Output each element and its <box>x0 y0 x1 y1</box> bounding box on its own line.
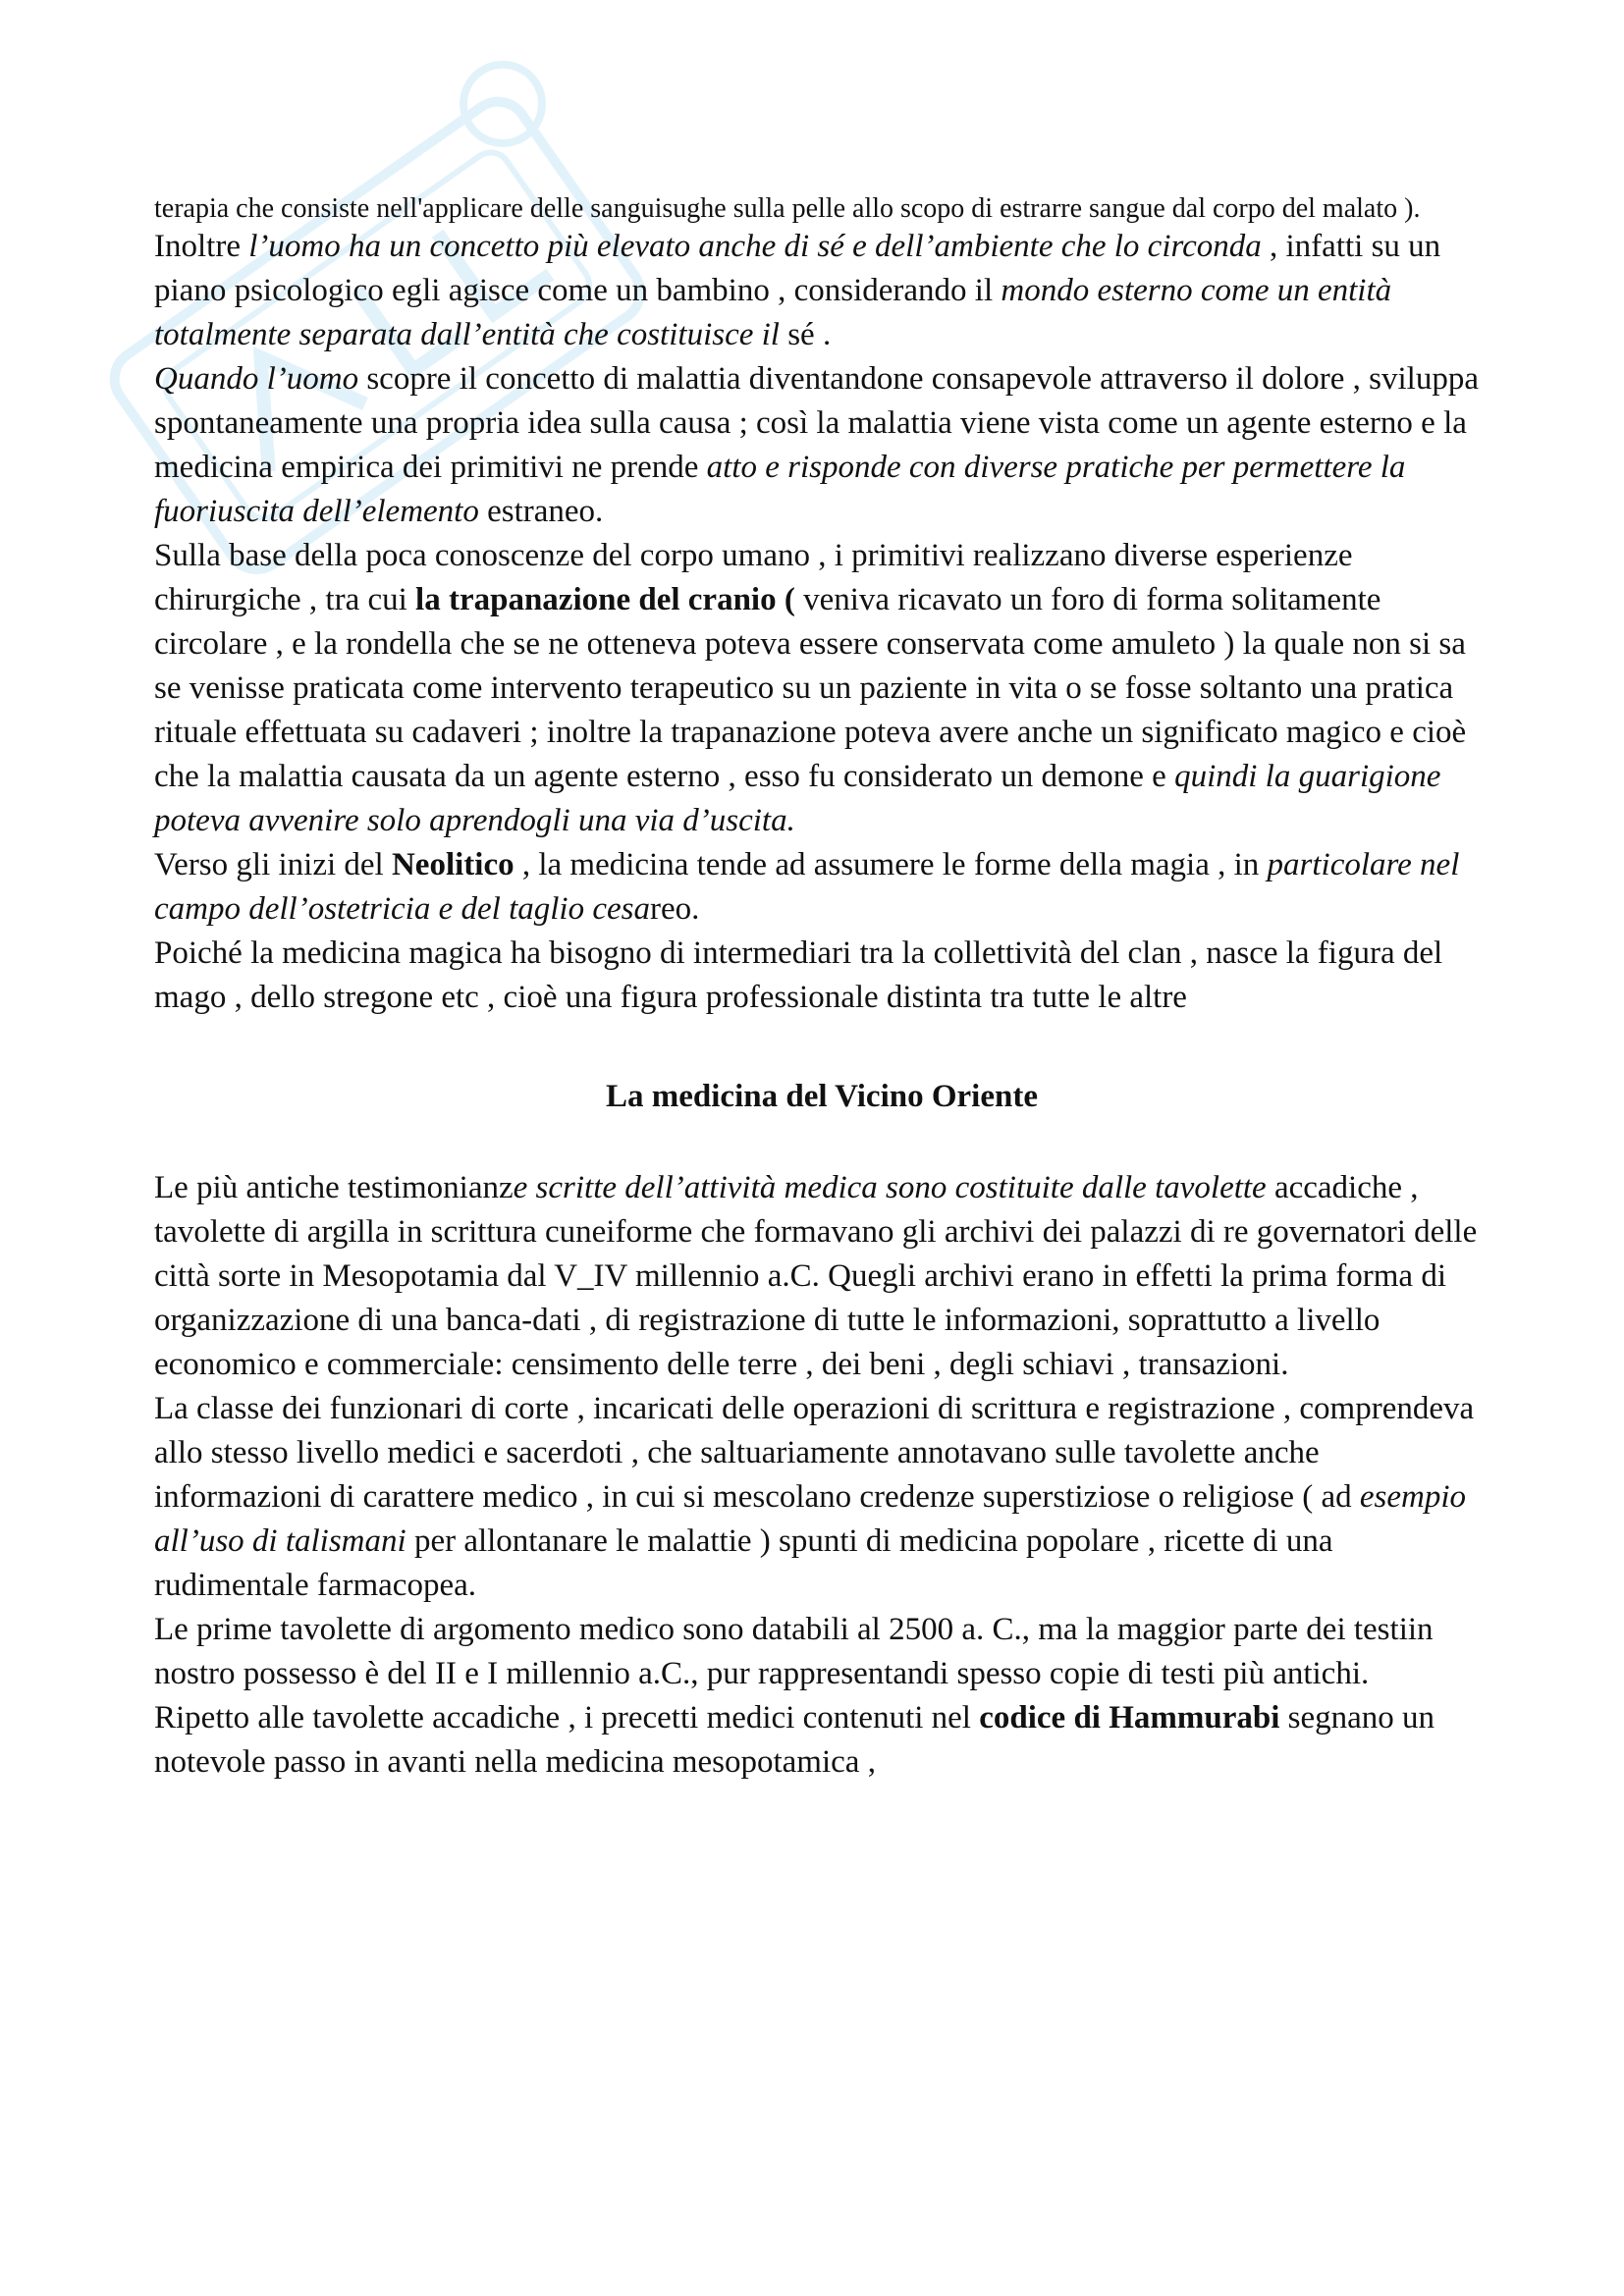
italic-run: particolare nel campo dell’ostetricia e del taglio cesa <box>154 847 1460 927</box>
paragraph-concept-of-self <box>154 225 1489 357</box>
paragraph-trepanation <box>154 534 1489 843</box>
paragraph-akkadian-tablets <box>154 1166 1489 1387</box>
text-run: Poiché la medicina magica ha bisogno di intermediari tra la collettività del clan , nasce la figura del mago , dello stregone etc , cioè una figura professionale distinta tra tutte le altre <box>154 935 1443 1015</box>
italic-run: mondo esterno come un entità totalmente separata dall’entità che costituisce il <box>154 273 1392 352</box>
text-run: reo. <box>649 891 700 927</box>
text-run: Inoltre <box>154 229 249 264</box>
bold-run: codice di Hammurabi <box>979 1700 1280 1735</box>
text-run: Sulla base della poca conoscenze del corpo umano , i primitivi realizzano diverse esperienze chirurgiche , tra cui <box>154 538 1353 617</box>
document-page <box>154 192 1489 1785</box>
text-run: scopre il concetto di malattia diventandone consapevole attraverso il dolore , sviluppa spontaneamente una propria idea sulla causa ; così la malattia viene vista come un agente esterno e la medicina empirica dei primitivi ne prende <box>154 361 1479 485</box>
text-run: veniva ricavato un foro di forma solitamente circolare , e la rondella che se ne otteneva poteva essere conservata come amuleto ) la quale non si sa se venisse praticata come intervento terapeutico su un paziente in vita o se fosse soltanto una pratica rituale effettuata su cadaveri ; inoltre la trapanazione poteva avere anche un significato magico e cioè che la malattia causata da un agente esterno , esso fu considerato un demone e <box>154 582 1467 794</box>
text-run: Le più antiche testimonianz <box>154 1170 514 1205</box>
paragraph-neolithic <box>154 843 1489 932</box>
text-run: per allontanare le malattie ) spunti di medicina popolare , ricette di una rudimentale farmacopea. <box>154 1523 1333 1603</box>
paragraph-magic-medicine <box>154 932 1489 1020</box>
italic-run: quindi la guarigione poteva avvenire solo aprendogli una via d’uscita. <box>154 759 1441 838</box>
italic-run: Quando l’uomo <box>154 361 359 397</box>
text-run: accadiche , tavolette di argilla in scrittura cuneiforme che formavano gli archivi dei palazzi di re governatori delle città sorte in Mesopotamia dal V_IV millennio a.C. Quegli archivi erano in effetti la prima forma di organizzazione di una banca-dati , di registrazione di tutte le informazioni, soprattutto a livello economico e commerciale: censimento delle terre , dei beni , degli schiavi , transazioni. <box>154 1170 1478 1382</box>
text-run: Ripetto alle tavolette accadiche , i precetti medici contenuti nel <box>154 1700 980 1735</box>
paragraph-first-tablets <box>154 1608 1489 1696</box>
paragraph-court-officials <box>154 1387 1489 1608</box>
text-run: La classe dei funzionari di corte , incaricati delle operazioni di scrittura e registrazione , comprendeva allo stesso livello medici e sacerdoti , che saltuariamente annotavano sulle tavolette anche informazioni di carattere medico , in cui si mescolano credenze superstiziose o religiose ( ad <box>154 1391 1475 1515</box>
italic-run: e scritte dell’attività medica sono costituite dalle tavolette <box>513 1170 1267 1205</box>
paragraph-hammurabi <box>154 1696 1489 1785</box>
footnote-text: terapia che consiste nell'applicare delle sanguisughe sulla pelle allo scopo di estrarre sangue dal corpo del malato ). <box>154 193 1421 224</box>
text-run: , infatti su un piano psicologico egli agisce come un bambino , considerando il <box>154 229 1441 308</box>
text-run: estraneo. <box>478 494 604 529</box>
bold-run: la trapanazione del cranio ( <box>415 582 795 617</box>
text-run: , la medicina tende ad assumere le forme della magia , in <box>514 847 1268 882</box>
bold-run: Neolitico <box>391 847 514 882</box>
italic-run: atto e risponde con diverse pratiche per permettere la fuoriuscita dell’elemento <box>154 450 1406 529</box>
paragraph-disease-concept <box>154 357 1489 534</box>
text-run: sé . <box>779 317 832 352</box>
italic-run: esempio all’uso di talismani <box>154 1479 1467 1559</box>
text-run: Le prime tavolette di argomento medico sono databili al 2500 a. C., ma la maggior parte dei testiin nostro possesso è del II e I millennio a.C., pur rappresentandi spesso copie di testi più antichi. <box>154 1612 1434 1691</box>
text-run: Verso gli inizi del <box>154 847 392 882</box>
text-run: segnano un notevole passo in avanti nella medicina mesopotamica , <box>154 1700 1435 1780</box>
section-heading: La medicina del Vicino Oriente <box>606 1079 1038 1114</box>
italic-run: l’uomo ha un concetto più elevato anche di sé e dell’ambiente che lo circonda <box>248 229 1262 264</box>
footnote-continuation <box>154 192 1489 225</box>
